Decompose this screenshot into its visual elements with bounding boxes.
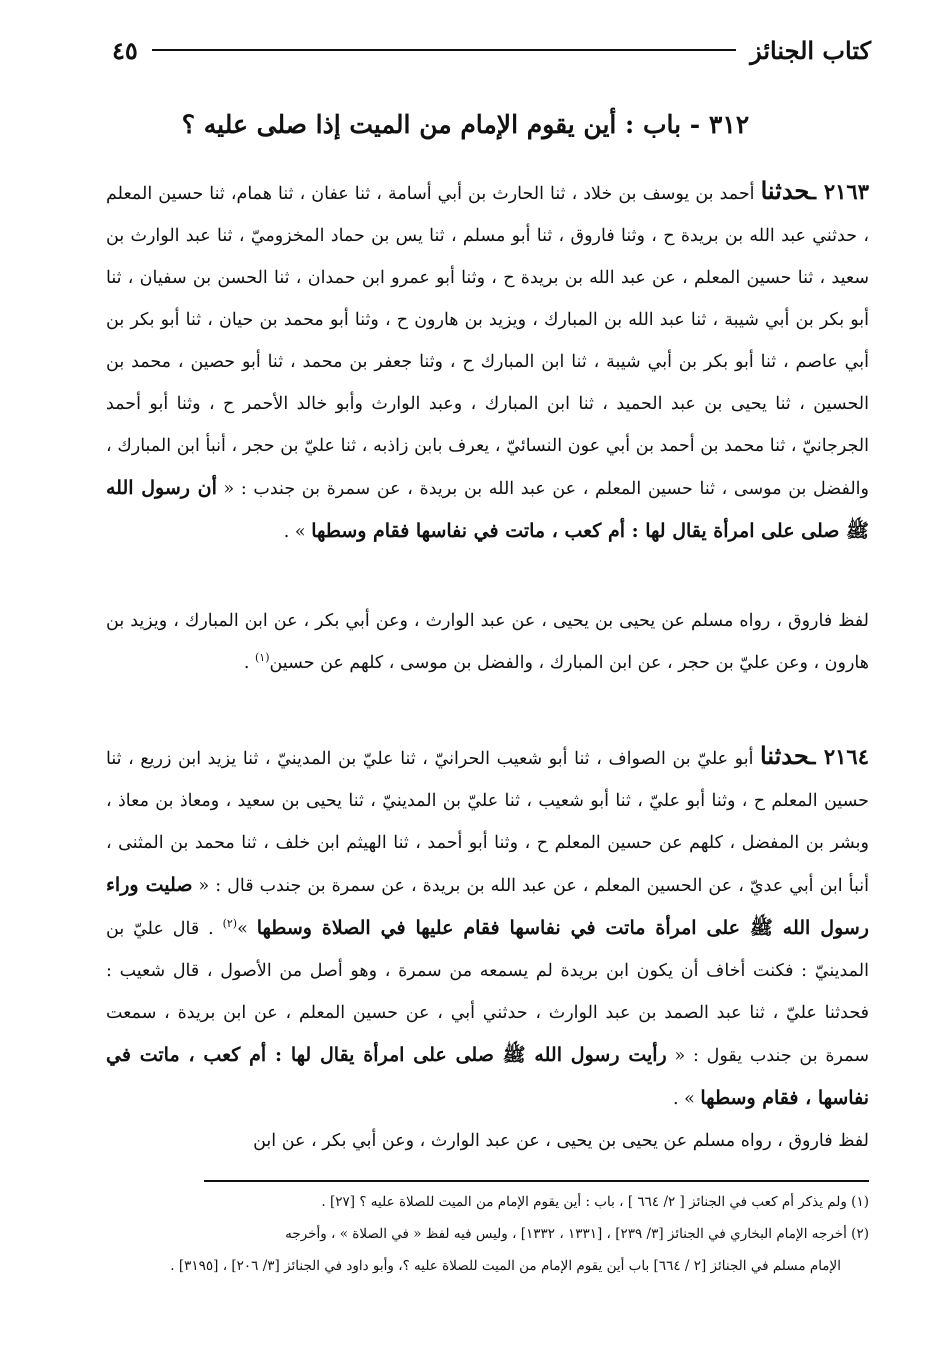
footnote-1: (١) ولم يذكر أم كعب في الجنائز [ ٢/ ٦٦٤ ] ، باب : أين يقوم الإمام من الميت للصلاة عليه ؟ [٢٧] . <box>321 1194 869 1210</box>
takhrij-end: . <box>243 653 255 673</box>
header-rule <box>152 49 736 51</box>
page-number: ٤٥ <box>112 35 138 65</box>
takhrij-2164 <box>106 1120 869 1162</box>
takhrij-paragraph <box>106 600 869 684</box>
chapter-heading: ٣١٢ - باب : أين يقوم الإمام من الميت إذا صلى عليه ؟ <box>181 110 750 139</box>
hadith-2164 <box>106 735 869 1120</box>
hadith-keyword: حدثنا <box>760 741 810 770</box>
hadith-matn-1: صليت وراء رسول الله ﷺ على امرأة ماتت في نفاسها فقام عليها في الصلاة وسطها <box>106 874 869 939</box>
hadith-2163 <box>106 170 869 553</box>
book-title: كتاب الجنائز <box>750 35 871 65</box>
hadith-closing: » . <box>283 522 312 542</box>
hadith-paragraph <box>106 735 869 1120</box>
hadith-matn: أن رسول الله ﷺ صلى على امرأة يقال لها : أم كعب ، ماتت في نفاسها فقام وسطها <box>106 477 869 542</box>
hadith-number: ٢١٦٤ ـ <box>809 744 869 769</box>
hadith-isnad: أبو عليّ بن الصواف ، ثنا أبو شعيب الحرانيّ ، ثنا عليّ بن المدينيّ ، ثنا يزيد ابن زريع ، ثنا حسين المعلم ح ، وثنا أبو عليّ ، ثنا أبو شعيب ، ثنا عليّ بن المدينيّ ، ثنا يحيى بن سعيد ، ومعاذ بن معاذ ، وبشر بن المفضل ، كلهم عن حسين المعلم ح ، وثنا أبو أحمد ، ثنا الهيثم ابن خلف ، ثنا محمد بن المثنى ، أنبأ ابن أبي عديّ ، عن الحسين المعلم ، عن عبد الله بن بريدة ، عن سمرة بن جندب قال : « <box>106 749 869 896</box>
footnotes <box>106 1186 869 1282</box>
footnote-2: (٢) أخرجه الإمام البخاري في الجنائز [٣/ ٢٣٩] ، [١٣٣١ ، ١٣٣٢] ، وليس فيه لفظ « في الصلاة » ، وأخرجه <box>285 1226 869 1242</box>
hadith-middle: . قال عليّ بن المدينيّ : فكنت أخاف أن يكون ابن بريدة لم يسمعه من سمرة ، وهو أصل من الأصول ، قال شعيب : فحدثنا عليّ ، ثنا عبد الصمد بن عبد الوارث ، حدثني أبي ، عن حسين المعلم ، عن ابن بريدة ، سمعت سمرة بن جندب يقول : « <box>106 919 869 1066</box>
hadith-closing: » . <box>672 1089 701 1109</box>
takhrij-paragraph: لفظ فاروق ، رواه مسلم عن يحيى بن يحيى ، عن عبد الوارث ، وعن أبي بكر ، عن ابن <box>253 1131 869 1151</box>
takhrij-2163 <box>106 600 869 684</box>
footnote-ref-1[interactable]: (١) <box>254 651 270 665</box>
hadith-number: ٢١٦٣ ـ <box>809 179 869 204</box>
hadith-after-matn: » <box>237 919 257 939</box>
footnote-2-continuation: الإمام مسلم في الجنائز [٢ / ٦٦٤] باب أين يقوم الإمام من الميت للصلاة عليه ؟، وأبو داود في الجنائز [٣/ ٢٠٦] ، [٣١٩٥] . <box>170 1258 841 1274</box>
hadith-matn-2: رأيت رسول الله ﷺ صلى على امرأة يقال لها : أم كعب ، ماتت في نفاسها ، فقام وسطها <box>106 1044 869 1109</box>
footnote-separator <box>204 1180 869 1182</box>
takhrij-text: لفظ فاروق ، رواه مسلم عن يحيى بن يحيى ، عن عبد الوارث ، وعن أبي بكر ، عن ابن المبارك ، ويزيد بن هارون ، وعن عليّ بن حجر ، عن ابن المبارك ، والفضل بن موسى ، كلهم عن حسين <box>106 611 869 673</box>
hadith-keyword: حدثنا <box>760 176 810 205</box>
hadith-paragraph <box>106 170 869 553</box>
hadith-isnad: أحمد بن يوسف بن خلاد ، ثنا الحارث بن أبي أسامة ، ثنا عفان ، ثنا همام، ثنا حسين المعلم ، حدثني عبد الله بن بريدة ح ، وثنا فاروق ، ثنا أبو مسلم ، ثنا يس بن حماد المخزوميّ ، ثنا عبد الوارث بن سعيد ، ثنا حسين المعلم ، عن عبد الله بن بريدة ح ، وثنا أبو عمرو ابن حمدان ، ثنا الحسن بن سفيان ، ثنا أبو بكر بن أبي شيبة ، ثنا عبد الله بن المبارك ، ويزيد بن هارون ح ، وثنا أبو محمد بن حيان ، ثنا أبو بكر بن أبي عاصم ، ثنا أبو بكر بن أبي شيبة ، ثنا ابن المبارك ح ، وثنا جعفر بن محمد ، ثنا أبو حصين ، محمد بن الحسين ، ثنا يحيى بن عبد الحميد ، ثنا ابن المبارك ، وعبد الوارث وأبو خالد الأحمر ح ، وثنا أبو أحمد الجرجانيّ ، ثنا محمد بن أحمد بن أبي عون النسائيّ ، يعرف بابن زاذبه ، ثنا عليّ بن حجر ، أنبأ ابن المبارك ، والفضل بن موسى ، ثنا حسين المعلم ، عن عبد الله بن بريدة ، عن سمرة بن جندب : « <box>106 184 869 499</box>
page-header <box>112 30 871 70</box>
footnote-ref-2[interactable]: (٢) <box>222 917 238 931</box>
